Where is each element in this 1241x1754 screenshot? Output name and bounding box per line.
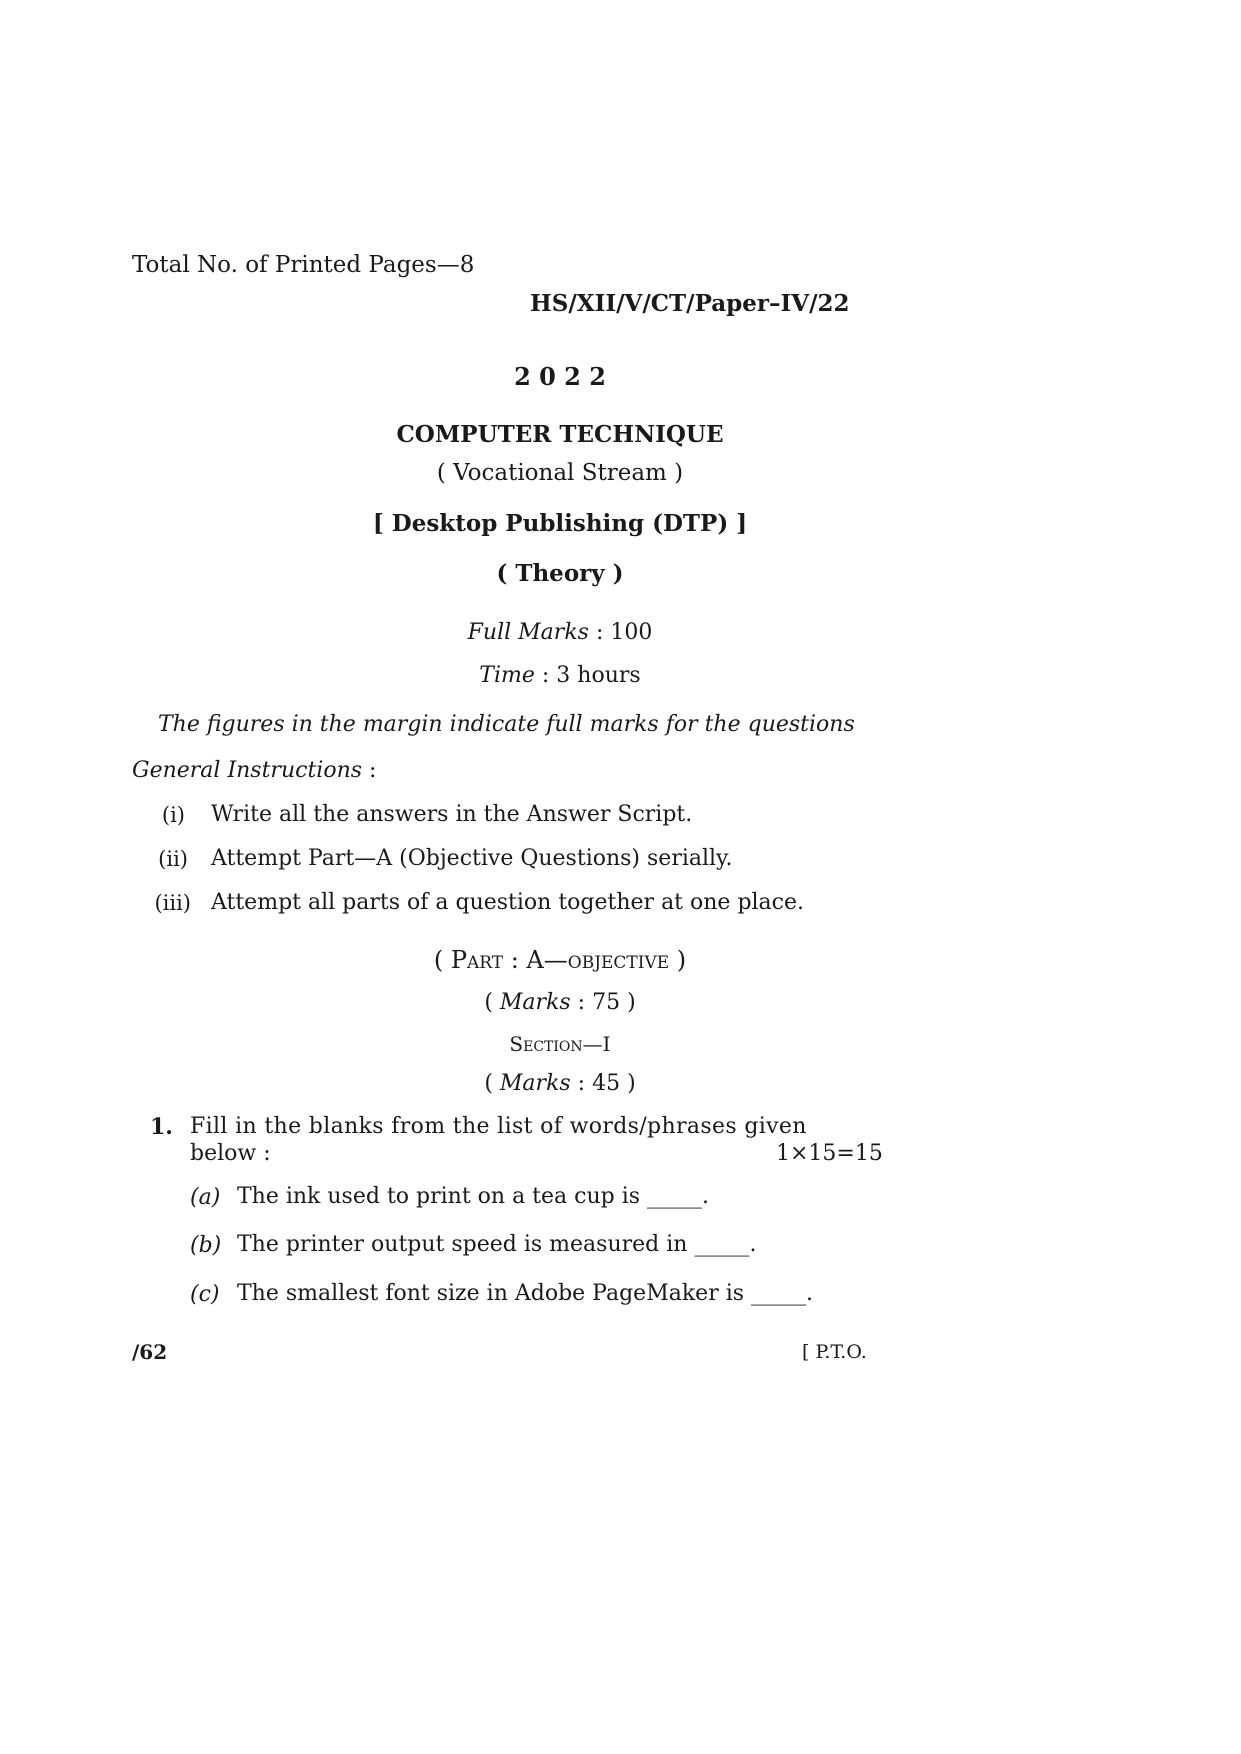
sub-question-text: The ink used to print on a tea cup is _____. bbox=[237, 1184, 710, 1209]
full-marks-line bbox=[0, 620, 1120, 645]
part-a-label: Part bbox=[450, 946, 504, 974]
paper-type: ( Theory ) bbox=[496, 560, 624, 587]
section-heading bbox=[0, 1032, 1120, 1056]
time-label: Time bbox=[479, 663, 535, 688]
question-marks: 1×15=15 bbox=[776, 1141, 883, 1166]
time-value: : 3 hours bbox=[541, 663, 641, 688]
page-code: /62 bbox=[132, 1340, 168, 1364]
instructions-heading bbox=[132, 758, 376, 783]
full-marks-value: : 100 bbox=[595, 620, 653, 645]
section-marks bbox=[0, 1071, 1120, 1096]
exam-year: 2 0 2 2 bbox=[514, 362, 606, 391]
instruction-num: (iii) bbox=[154, 891, 191, 915]
section-marks-value: : 45 ) bbox=[570, 1071, 636, 1096]
section-rest: —I bbox=[582, 1032, 611, 1056]
sub-question-text: The smallest font size in Adobe PageMaker is _____. bbox=[237, 1281, 814, 1306]
time-line bbox=[0, 663, 1120, 688]
part-a-marks bbox=[0, 990, 1120, 1015]
question-text-line2: below : bbox=[190, 1141, 271, 1166]
pto-marker: [ P.T.O. bbox=[802, 1341, 867, 1363]
part-a-heading bbox=[0, 946, 1120, 974]
instructions-heading-colon: : bbox=[369, 758, 377, 783]
instruction-text: Attempt Part—A (Objective Questions) serially. bbox=[211, 846, 733, 871]
instruction-text: Attempt all parts of a question together at one place. bbox=[211, 890, 805, 915]
section-marks-label: Marks bbox=[499, 1071, 571, 1096]
part-a-objective: objective bbox=[567, 946, 670, 974]
stream-subtitle: ( Vocational Stream ) bbox=[436, 460, 684, 486]
sub-question-label: (c) bbox=[190, 1282, 220, 1307]
part-a-close: ) bbox=[669, 946, 687, 974]
full-marks-label: Full Marks bbox=[467, 620, 589, 645]
instruction-text: Write all the answers in the Answer Script. bbox=[211, 802, 693, 827]
paper-title: [ Desktop Publishing (DTP) ] bbox=[372, 510, 748, 537]
sub-question-label: (a) bbox=[190, 1185, 221, 1210]
paper-code: HS/XII/V/CT/Paper–IV/22 bbox=[530, 290, 850, 317]
question-text-line1: Fill in the blanks from the list of words/phrases given bbox=[190, 1114, 807, 1139]
instruction-num: (ii) bbox=[158, 847, 188, 871]
instructions-heading-label: General Instructions bbox=[132, 758, 363, 783]
part-a-rest: : A— bbox=[503, 946, 568, 974]
section-label: Section bbox=[509, 1032, 583, 1056]
section-marks-open: ( bbox=[484, 1071, 500, 1096]
part-a-marks-open: ( bbox=[484, 990, 500, 1015]
sub-question-text: The printer output speed is measured in _____. bbox=[237, 1232, 757, 1257]
sub-question-label: (b) bbox=[190, 1233, 222, 1258]
part-a-marks-value: : 75 ) bbox=[570, 990, 636, 1015]
part-a-marks-label: Marks bbox=[499, 990, 571, 1015]
instruction-num: (i) bbox=[161, 803, 185, 827]
margin-note: The figures in the margin indicate full marks for the questions bbox=[158, 712, 855, 737]
part-a-open: ( bbox=[433, 946, 451, 974]
subject-title: COMPUTER TECHNIQUE bbox=[396, 421, 724, 448]
question-number: 1. bbox=[150, 1114, 173, 1140]
total-pages-text: Total No. of Printed Pages—8 bbox=[132, 252, 475, 278]
